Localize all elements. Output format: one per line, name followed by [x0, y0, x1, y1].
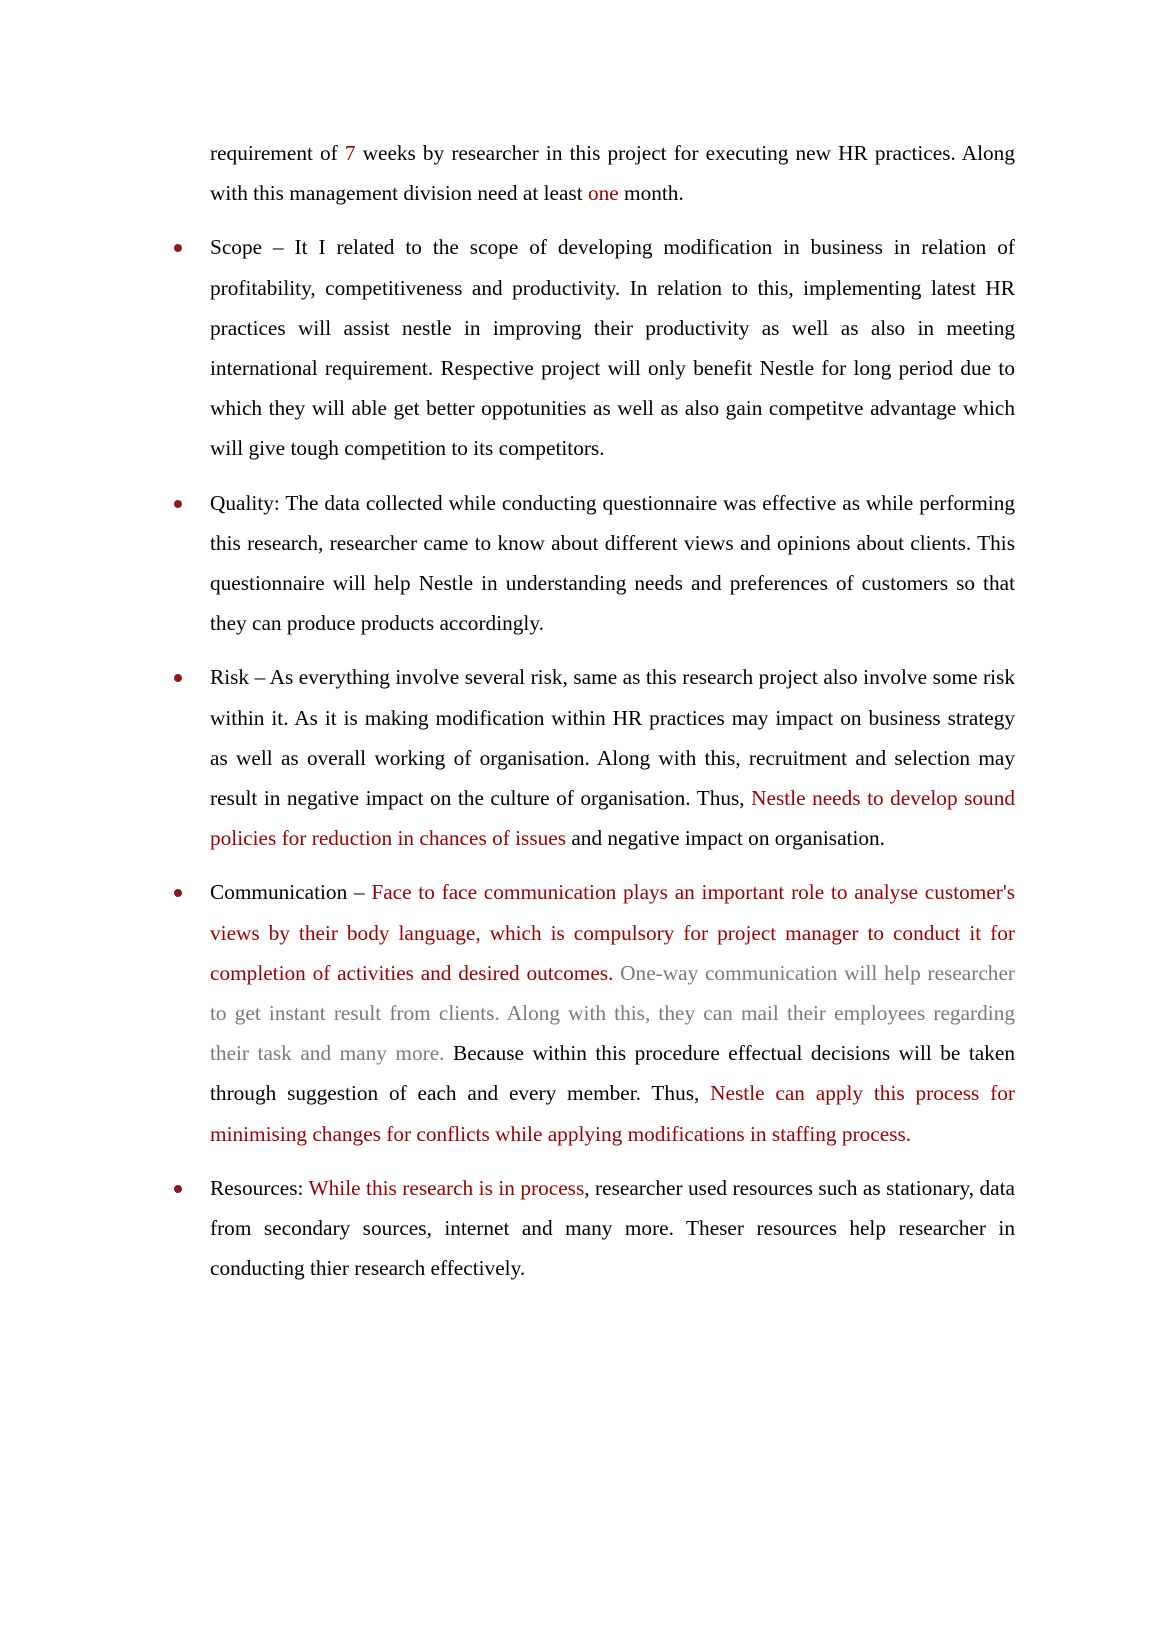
document-body	[210, 133, 1015, 1302]
communication-gray-text: One-way communication will help researcher to get instant result from clients. Along with this, they can mail their employees regarding their task and many more.	[210, 960, 1015, 1066]
bullet-dot-icon	[174, 889, 182, 897]
intro-paragraph: requirement of 7 weeks by researcher in this project for executing new HR practices. Along with this management division need at least one month.	[210, 141, 1015, 206]
communication-item: Communication – Face to face communication plays an important role to analyse customer's views by their body language, which is compulsory for project manager to conduct it for completion of activities and desired outcomes. One-way communication will help researcher to get instant result from clients. Along with this, they can mail their employees regarding their task and many more. Because within this procedure effectual decisions will be taken through suggestion of each and every member. Thus, Nestle can apply this process for minimising changes for conflicts while applying modifications in staffing process.	[210, 872, 1015, 1153]
bullet-dot-icon	[174, 244, 182, 252]
risk-highlight: Nestle needs to develop sound policies for reduction in chances of issues	[210, 786, 1015, 851]
weeks-count: 7	[344, 141, 356, 165]
resources-item: Resources: While this research is in process, researcher used resources such as stationary, data from secondary sources, internet and many more. Theser resources help researcher in conducting thier research effectively.	[210, 1168, 1015, 1289]
bullet-dot-icon	[174, 500, 182, 508]
scope-item: Scope – It I related to the scope of developing modification in business in relation of profitability, competitiveness and productivity. In relation to this, implementing latest HR practices will assist nestle in improving their productivity as well as also in meeting international requirement. Respective project will only benefit Nestle for long period due to which they will able get better oppotunities as well as also gain competitve advantage which will give tough competition to its competitors.	[210, 227, 1015, 468]
resources-highlight: While this research is in process	[308, 1175, 585, 1200]
communication-highlight-1: Face to face communication plays an important role to analyse customer's views by their body language, which is compulsory for project manager to conduct it for completion of activities and desired outcomes.	[210, 880, 1016, 985]
risk-item: Risk – As everything involve several risk, same as this research project also involve some risk within it. As it is making modification within HR practices may impact on business strategy as well as overall working of organisation. Along with this, recruitment and selection may result in negative impact on the culture of organisation. Thus, Nestle needs to develop sound policies for reduction in chances of issues and negative impact on organisation.	[210, 657, 1015, 858]
months-count: one	[587, 181, 619, 206]
quality-item: Quality: The data collected while conducting questionnaire was effective as while performing this research, researcher came to know about different views and opinions about clients. This questionnaire will help Nestle in understanding needs and preferences of customers so that they can produce products accordingly.	[210, 483, 1015, 644]
communication-highlight-2: Nestle can apply this process for minimising changes for conflicts while applying modifications in staffing process.	[210, 1081, 1015, 1146]
bullet-dot-icon	[174, 674, 182, 682]
bullet-dot-icon	[174, 1185, 182, 1193]
